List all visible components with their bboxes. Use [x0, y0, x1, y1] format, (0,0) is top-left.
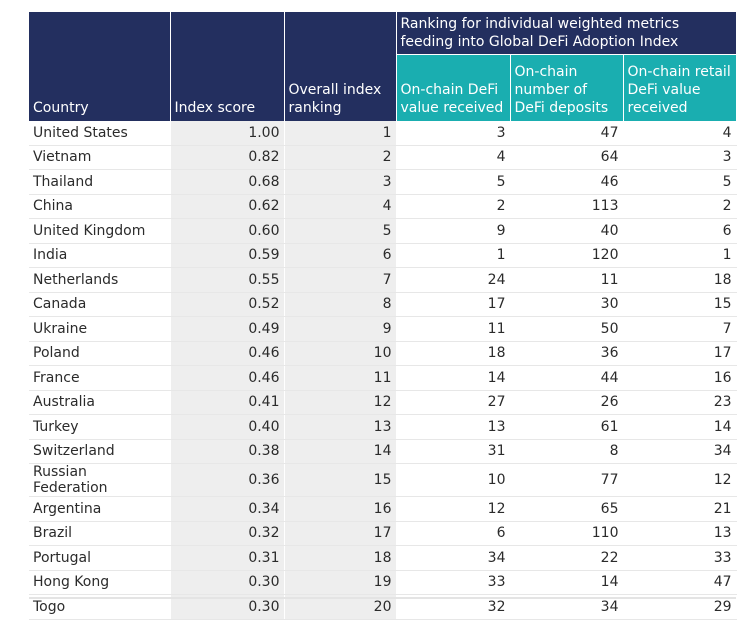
header-overall-ranking: Overall index ranking — [284, 12, 396, 121]
cell-retail-defi-value: 14 — [623, 415, 736, 440]
table-row — [29, 121, 736, 145]
cell-index-score: 0.30 — [170, 570, 284, 595]
table-row — [29, 546, 736, 571]
cell-defi-deposits: 34 — [510, 595, 623, 620]
cell-overall-ranking: 8 — [284, 292, 396, 317]
header-retail-defi-value: On-chain retail DeFi value received — [623, 55, 736, 122]
table-row — [29, 390, 736, 415]
cell-defi-value-received: 14 — [396, 366, 510, 391]
cell-retail-defi-value: 21 — [623, 497, 736, 522]
cell-index-score: 0.38 — [170, 439, 284, 464]
cell-index-score: 0.46 — [170, 341, 284, 366]
table-row — [29, 145, 736, 170]
header-country: Country — [29, 12, 170, 121]
cell-index-score: 0.62 — [170, 194, 284, 219]
header-defi-value-received: On-chain DeFi value received — [396, 55, 510, 122]
cell-defi-value-received: 3 — [396, 121, 510, 145]
cell-index-score: 0.36 — [170, 464, 284, 497]
cell-country: Turkey — [29, 415, 170, 440]
header-defi-deposits: On-chain number of DeFi deposits — [510, 55, 623, 122]
cell-defi-value-received: 4 — [396, 145, 510, 170]
cell-country: France — [29, 366, 170, 391]
cell-overall-ranking: 1 — [284, 121, 396, 145]
cell-defi-deposits: 44 — [510, 366, 623, 391]
cell-defi-deposits: 30 — [510, 292, 623, 317]
cell-retail-defi-value: 23 — [623, 390, 736, 415]
cell-defi-deposits: 47 — [510, 121, 623, 145]
table-row — [29, 464, 736, 497]
cell-overall-ranking: 13 — [284, 415, 396, 440]
cell-country: Ukraine — [29, 317, 170, 342]
cell-country: Netherlands — [29, 268, 170, 293]
cell-defi-value-received: 24 — [396, 268, 510, 293]
cell-defi-deposits: 14 — [510, 570, 623, 595]
cell-country: Poland — [29, 341, 170, 366]
cell-index-score: 0.82 — [170, 145, 284, 170]
table-row — [29, 570, 736, 595]
table-row — [29, 292, 736, 317]
cell-retail-defi-value: 2 — [623, 194, 736, 219]
cell-retail-defi-value: 18 — [623, 268, 736, 293]
cell-overall-ranking: 11 — [284, 366, 396, 391]
cell-overall-ranking: 18 — [284, 546, 396, 571]
cell-country: Vietnam — [29, 145, 170, 170]
cell-defi-deposits: 22 — [510, 546, 623, 571]
cell-overall-ranking: 2 — [284, 145, 396, 170]
cell-defi-value-received: 33 — [396, 570, 510, 595]
cell-overall-ranking: 16 — [284, 497, 396, 522]
bottom-divider — [29, 597, 736, 599]
cell-defi-value-received: 6 — [396, 521, 510, 546]
cell-index-score: 0.49 — [170, 317, 284, 342]
cell-index-score: 0.34 — [170, 497, 284, 522]
cell-country: Canada — [29, 292, 170, 317]
cell-defi-value-received: 32 — [396, 595, 510, 620]
table-row — [29, 521, 736, 546]
cell-overall-ranking: 7 — [284, 268, 396, 293]
cell-index-score: 0.68 — [170, 170, 284, 195]
cell-overall-ranking: 5 — [284, 219, 396, 244]
table-row — [29, 194, 736, 219]
cell-defi-deposits: 65 — [510, 497, 623, 522]
cell-index-score: 0.41 — [170, 390, 284, 415]
cell-defi-deposits: 64 — [510, 145, 623, 170]
cell-defi-deposits: 46 — [510, 170, 623, 195]
table-row — [29, 341, 736, 366]
cell-defi-value-received: 9 — [396, 219, 510, 244]
cell-defi-value-received: 18 — [396, 341, 510, 366]
table-row — [29, 366, 736, 391]
cell-index-score: 0.52 — [170, 292, 284, 317]
cell-defi-deposits: 26 — [510, 390, 623, 415]
cell-defi-deposits: 40 — [510, 219, 623, 244]
cell-defi-value-received: 31 — [396, 439, 510, 464]
cell-overall-ranking: 14 — [284, 439, 396, 464]
cell-defi-deposits: 11 — [510, 268, 623, 293]
table-body — [29, 121, 736, 619]
cell-defi-deposits: 8 — [510, 439, 623, 464]
cell-defi-value-received: 5 — [396, 170, 510, 195]
table-row — [29, 170, 736, 195]
cell-country: India — [29, 243, 170, 268]
cell-overall-ranking: 4 — [284, 194, 396, 219]
table-row — [29, 317, 736, 342]
table-row — [29, 219, 736, 244]
cell-defi-deposits: 110 — [510, 521, 623, 546]
cell-country: Australia — [29, 390, 170, 415]
cell-defi-value-received: 13 — [396, 415, 510, 440]
cell-retail-defi-value: 17 — [623, 341, 736, 366]
cell-index-score: 0.32 — [170, 521, 284, 546]
cell-defi-value-received: 2 — [396, 194, 510, 219]
cell-retail-defi-value: 4 — [623, 121, 736, 145]
table-row — [29, 439, 736, 464]
cell-defi-deposits: 36 — [510, 341, 623, 366]
cell-index-score: 1.00 — [170, 121, 284, 145]
cell-index-score: 0.40 — [170, 415, 284, 440]
cell-retail-defi-value: 13 — [623, 521, 736, 546]
cell-retail-defi-value: 1 — [623, 243, 736, 268]
cell-retail-defi-value: 15 — [623, 292, 736, 317]
cell-retail-defi-value: 5 — [623, 170, 736, 195]
cell-overall-ranking: 17 — [284, 521, 396, 546]
cell-index-score: 0.30 — [170, 595, 284, 620]
cell-retail-defi-value: 47 — [623, 570, 736, 595]
cell-overall-ranking: 10 — [284, 341, 396, 366]
cell-defi-value-received: 17 — [396, 292, 510, 317]
cell-index-score: 0.31 — [170, 546, 284, 571]
cell-defi-deposits: 77 — [510, 464, 623, 497]
cell-defi-deposits: 61 — [510, 415, 623, 440]
table-row — [29, 268, 736, 293]
cell-overall-ranking: 6 — [284, 243, 396, 268]
cell-index-score: 0.46 — [170, 366, 284, 391]
cell-defi-value-received: 12 — [396, 497, 510, 522]
cell-retail-defi-value: 29 — [623, 595, 736, 620]
cell-country: Brazil — [29, 521, 170, 546]
table-row — [29, 243, 736, 268]
cell-overall-ranking: 9 — [284, 317, 396, 342]
cell-country: Russian Federation — [29, 464, 170, 497]
cell-country: United States — [29, 121, 170, 145]
cell-defi-deposits: 113 — [510, 194, 623, 219]
cell-retail-defi-value: 6 — [623, 219, 736, 244]
cell-defi-deposits: 120 — [510, 243, 623, 268]
cell-defi-value-received: 1 — [396, 243, 510, 268]
cell-country: Hong Kong — [29, 570, 170, 595]
cell-country: Switzerland — [29, 439, 170, 464]
cell-retail-defi-value: 33 — [623, 546, 736, 571]
cell-index-score: 0.55 — [170, 268, 284, 293]
cell-country: Togo — [29, 595, 170, 620]
cell-defi-value-received: 34 — [396, 546, 510, 571]
cell-country: Portugal — [29, 546, 170, 571]
cell-defi-deposits: 50 — [510, 317, 623, 342]
cell-retail-defi-value: 12 — [623, 464, 736, 497]
cell-country: Thailand — [29, 170, 170, 195]
cell-country: Argentina — [29, 497, 170, 522]
header-metrics-group: Ranking for individual weighted metrics feeding into Global DeFi Adoption Index — [396, 12, 736, 55]
cell-retail-defi-value: 3 — [623, 145, 736, 170]
cell-defi-value-received: 11 — [396, 317, 510, 342]
cell-retail-defi-value: 16 — [623, 366, 736, 391]
cell-country: United Kingdom — [29, 219, 170, 244]
cell-overall-ranking: 20 — [284, 595, 396, 620]
cell-overall-ranking: 19 — [284, 570, 396, 595]
cell-overall-ranking: 15 — [284, 464, 396, 497]
header-index-score: Index score — [170, 12, 284, 121]
cell-defi-value-received: 27 — [396, 390, 510, 415]
cell-overall-ranking: 3 — [284, 170, 396, 195]
cell-defi-value-received: 10 — [396, 464, 510, 497]
cell-country: China — [29, 194, 170, 219]
cell-overall-ranking: 12 — [284, 390, 396, 415]
cell-index-score: 0.59 — [170, 243, 284, 268]
table-row — [29, 497, 736, 522]
defi-adoption-table — [29, 12, 737, 620]
cell-retail-defi-value: 34 — [623, 439, 736, 464]
cell-index-score: 0.60 — [170, 219, 284, 244]
cell-retail-defi-value: 7 — [623, 317, 736, 342]
table-row — [29, 415, 736, 440]
